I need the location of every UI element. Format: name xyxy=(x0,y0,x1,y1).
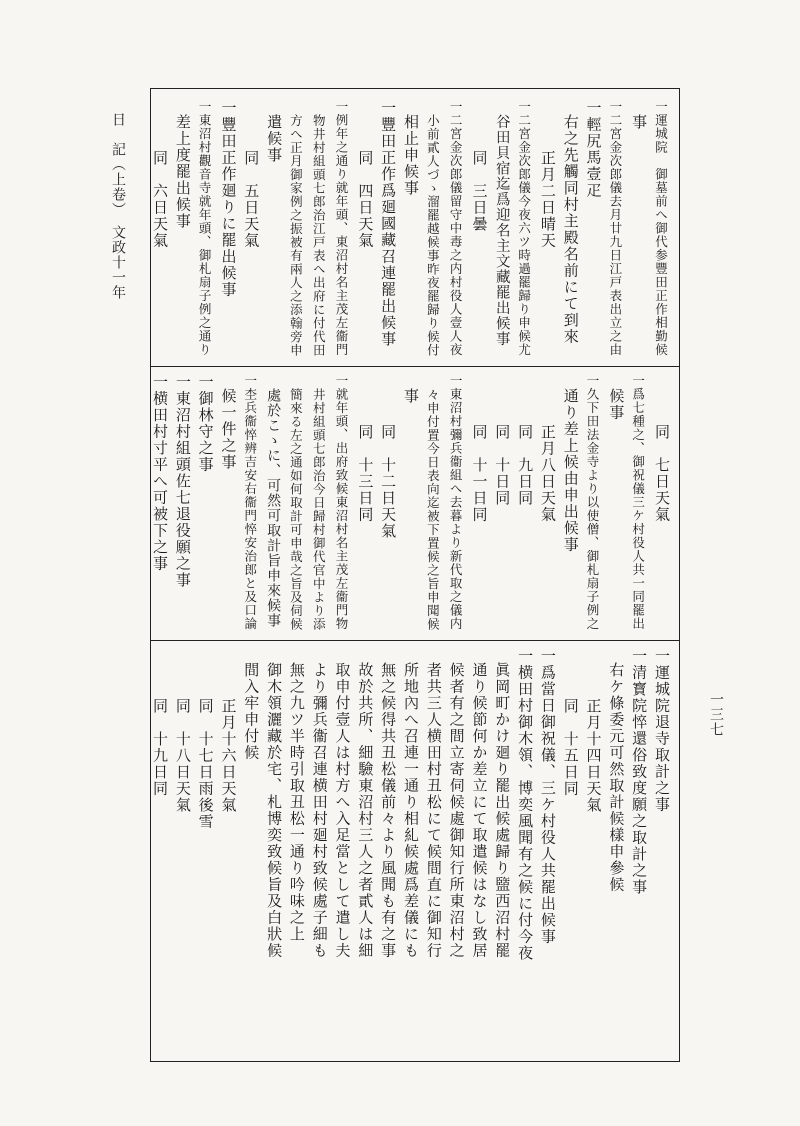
page-number: 一三七 xyxy=(708,692,724,737)
text-column: 一運城院 御墓前へ御代参豐田正作相勤候 xyxy=(653,100,669,357)
text-column: 一久下田法金寺より以使僧、御札扇子例之 xyxy=(585,374,601,631)
text-column: 正月十六日天氣 xyxy=(219,698,238,814)
text-column: 同 十三日同 xyxy=(356,424,375,523)
text-column: 無之九ツ半時引取丑松一通り吟味之上 xyxy=(287,662,306,943)
text-column: 方へ正月御家例之振被有兩人之添翰旁申 xyxy=(288,114,304,357)
text-column: 同 十九日同 xyxy=(151,698,169,797)
text-column: 同 十日同 xyxy=(493,424,512,507)
text-column: 一運城院退寺取計之事 xyxy=(653,648,671,813)
section-divider-top xyxy=(150,366,680,367)
text-column: 通り候節何か差立にて取遣候はなし致居 xyxy=(470,662,489,959)
text-column: 同 十二日天氣 xyxy=(379,424,398,540)
text-column: より彌兵衞召連横田村廻村致候處子細も xyxy=(310,662,329,959)
running-head-title: 日 記（上卷） 文政十一年 xyxy=(110,112,126,300)
text-column: 同 十五日同 xyxy=(561,698,580,797)
text-column: 間入牢申付候 xyxy=(242,662,261,761)
text-column: 所地內へ召連一通り相糺候處爲差儀にも xyxy=(402,662,420,959)
text-column: 一就年頭、出府致候東沼村名主茂左衞門物 xyxy=(334,374,350,631)
text-column: 事 xyxy=(630,114,649,131)
text-column: 一杢兵衞悴辨吉安右衞門悴安治郎と及口論 xyxy=(242,374,258,631)
text-column: 一爲七種之、御祝儀三ケ村役人共一同罷出 xyxy=(630,374,646,631)
text-column: 一二宮金次郎儀今夜六ツ時過罷歸り申候尤 xyxy=(516,100,532,357)
text-column: 一豐田正作廻りに罷出候事 xyxy=(219,100,238,298)
text-column: 一横田村御木領、博奕風聞有之候に付今夜 xyxy=(516,648,535,962)
text-column: 一爲當日御祝儀、三ケ村役人共罷出候事 xyxy=(538,648,557,945)
text-column: 々申付置今日表向迄被下置候之旨申聞候 xyxy=(425,388,441,631)
text-column: 一清寳院悴還俗致度願之取計之事 xyxy=(630,648,649,896)
text-column: 小前貳人づゝ溜罷越候事昨夜罷歸り候付 xyxy=(425,114,441,357)
text-column: 同 十八日天氣 xyxy=(173,698,192,814)
text-column: 同 十一日同 xyxy=(470,424,489,523)
text-column: 一二宮金次郎儀去月廿九日江戸表出立之由 xyxy=(607,100,623,357)
text-column: 谷田貝宿迄爲迎名主文藏罷出候事 xyxy=(493,114,510,347)
text-column: 通り差上候由申出候事 xyxy=(561,388,580,553)
text-column: 一豐田正作爲廻國藏召連罷出候事 xyxy=(379,100,398,348)
text-column: 候一件之事 xyxy=(219,388,238,471)
text-column: 一輕尻馬壹疋 xyxy=(584,100,603,199)
text-column: 井村組頭七郎治今日歸村御代官中より添 xyxy=(311,388,327,631)
text-column: 眞岡町かけ廻り罷出候處歸り盬西沼村罷 xyxy=(493,662,512,959)
text-column: 遣候事 xyxy=(265,114,284,164)
text-column: 物井村組頭七郎治江戸表へ出府に付代田 xyxy=(311,114,327,357)
text-column: 取申付壹人は村方へ入足當として遣し夫 xyxy=(333,662,352,959)
text-column: 右ケ條委元可然取計候樣申參候 xyxy=(607,662,626,893)
text-column: 事 xyxy=(402,388,420,405)
text-column: 正月二日晴天 xyxy=(538,150,557,249)
text-column: 者共三人横田村丑松にて候間直に御知行 xyxy=(424,662,443,959)
text-column: 正月八日天氣 xyxy=(538,424,557,523)
text-column: 同 七日天氣 xyxy=(653,424,671,523)
text-column: 一御林守之事 xyxy=(196,374,215,473)
text-column: 同 四日天氣 xyxy=(356,150,375,249)
text-column: 一例年之通り就年頭、東沼村名主茂左衞門 xyxy=(334,100,350,357)
text-column: 差上度罷出候事 xyxy=(173,114,192,230)
text-column: 無之候得共丑松儀前々より風聞も有之事 xyxy=(379,662,398,959)
text-column: 一東沼村彌兵衞組へ去暮より新代取之儀内 xyxy=(448,374,464,631)
text-column: 處於こゝに、可然可取計旨申來候事 xyxy=(265,388,282,628)
text-column: 一東沼村組頭佐七退役願之事 xyxy=(173,374,192,589)
text-column: 同 九日同 xyxy=(516,424,535,507)
section-divider-bottom xyxy=(150,640,680,641)
text-column: 一東沼村觀音寺就年頭、御札扇子例之通り xyxy=(197,100,213,357)
text-column: 御木領灑藏於宅、札博奕致候旨及白狀候 xyxy=(265,662,284,959)
text-column: 同 十七日雨後雪 xyxy=(196,698,215,830)
text-column: 候事 xyxy=(607,388,626,421)
text-column: 同 三日曇 xyxy=(470,150,489,233)
text-column: 一二宮金次郎儀留守中毒之内村役人壹人夜 xyxy=(448,100,464,357)
text-column: 故於共所、細驗東沼村三人之者貳人は細 xyxy=(356,662,375,959)
text-column: 一横田村寸平へ可被下之事 xyxy=(151,374,169,572)
text-column: 同 五日天氣 xyxy=(242,150,261,249)
text-column: 同 六日天氣 xyxy=(151,150,169,249)
text-column: 簡來る左之通如何取計可申哉之旨及伺候 xyxy=(288,388,304,631)
text-column: 相止申候事 xyxy=(402,114,420,197)
text-column: 右之先觸同村主殿名前にて到來 xyxy=(561,114,580,345)
text-column: 正月十四日天氣 xyxy=(584,698,603,814)
text-column: 候者有之間立寄伺候處御知行所東沼村之 xyxy=(447,662,466,959)
